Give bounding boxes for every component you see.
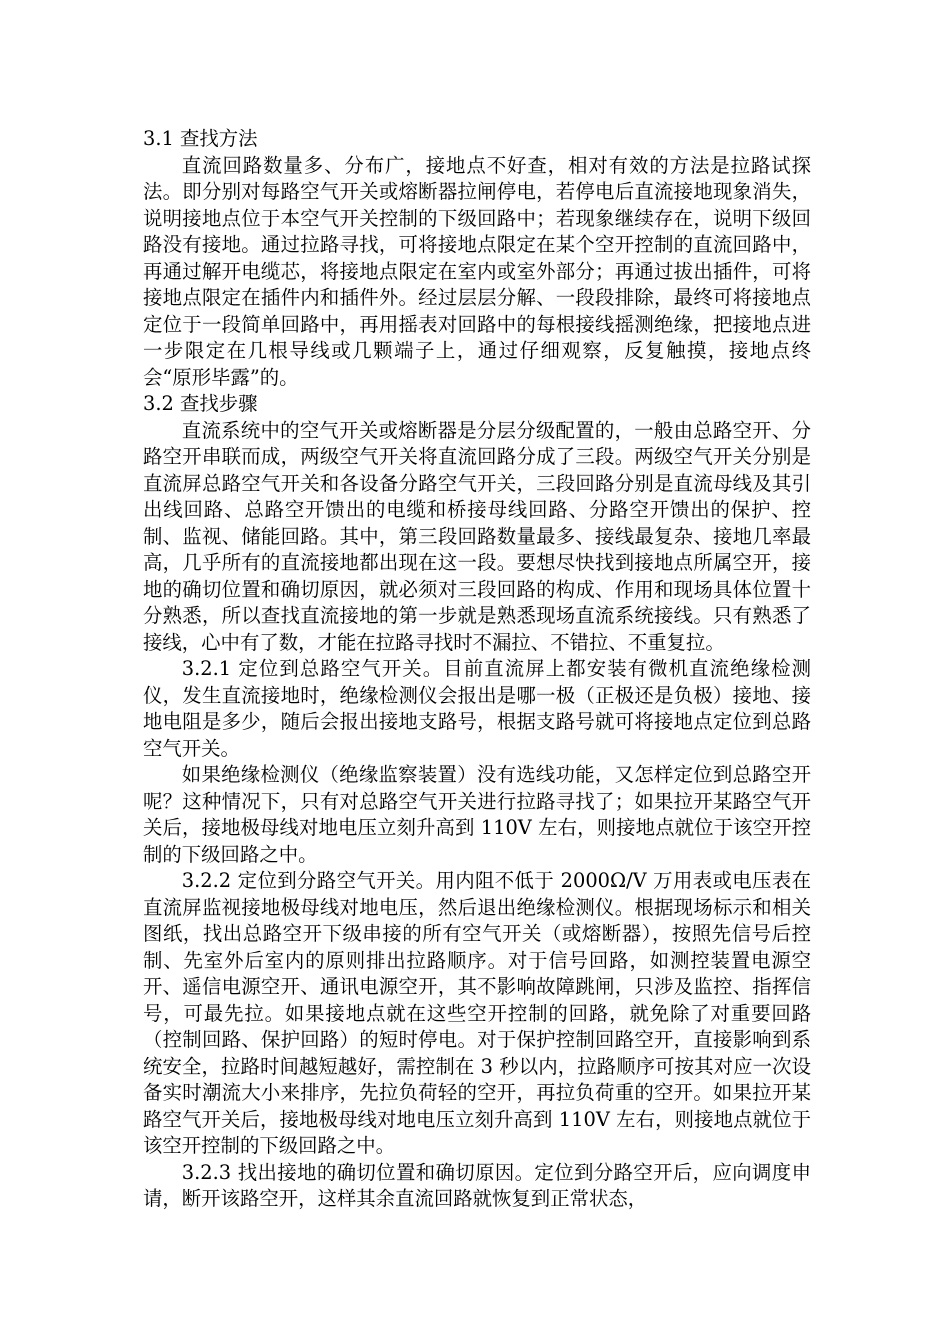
paragraph-3-2-1-no-line-selection: 如果绝缘检测仪（绝缘监察装置）没有选线功能，又怎样定位到总路空开呢？这种情况下，只有对总路空气开关进行拉路寻找了；如果拉开某路空气开关后，接地极母线对地电压立刻升高到 110V 左右，则接地点就位于该空开控制的下级回路之中。 <box>143 763 811 866</box>
section-heading-3-1: 3.1 查找方法 <box>143 127 258 150</box>
paragraph-3-2-1-main-breaker: 3.2.1 定位到总路空气开关。目前直流屏上都安装有微机直流绝缘检测仪，发生直流接地时，绝缘检测仪会报出是哪一极（正极还是负极）接地、接地电阻是多少，随后会报出接地支路号，根据支路号就可将接地点定位到总路空气开关。 <box>143 657 811 760</box>
document-body <box>143 126 811 1213</box>
paragraph-3-1-search-method: 直流回路数量多、分布广，接地点不好查，相对有效的方法是拉路试探法。即分别对每路空气开关或熔断器拉闸停电，若停电后直流接地现象消失，说明接地点位于本空气开关控制的下级回路中；若现象继续存在，说明下级回路没有接地。通过拉路寻找，可将接地点限定在某个空开控制的直流回路中，再通过解开电缆芯，将接地点限定在室内或室外部分；再通过拔出插件，可将接地点限定在插件内和插件外。经过层层分解、一段段排除，最终可将接地点定位于一段简单回路中，再用摇表对回路中的每根接线摇测绝缘，把接地点进一步限定在几根导线或几颗端子上，通过仔细观察，反复触摸，接地点终会“原形毕露”的。 <box>143 153 811 389</box>
paragraph-3-2-2-branch-breaker: 3.2.2 定位到分路空气开关。用内阻不低于 2000Ω/V 万用表或电压表在直流屏监视接地极母线对地电压，然后退出绝缘检测仪。根据现场标示和相关图纸，找出总路空开下级串接的所有空气开关（或熔断器），按照先信号后控制、先室外后室内的原则排出拉路顺序。对于信号回路，如测控装置电源空开、遥信电源空开、通讯电源空开，其不影响故障跳闸，只涉及监控、指挥信号，可最先拉。如果接地点就在这些空开控制的回路，就免除了对重要回路（控制回路、保护回路）的短时停电。对于保护控制回路空开，直接影响到系统安全，拉路时间越短越好，需控制在 3 秒以内，拉路顺序可按其对应一次设备实时潮流大小来排序，先拉负荷轻的空开，再拉负荷重的空开。如果拉开某路空气开关后，接地极母线对地电压立刻升高到 110V 左右，则接地点就位于该空开控制的下级回路之中。 <box>143 869 811 1157</box>
section-heading-3-2: 3.2 查找步骤 <box>143 392 258 415</box>
paragraph-3-2-search-steps: 直流系统中的空气开关或熔断器是分层分级配置的，一般由总路空开、分路空开串联而成，两级空气开关将直流回路分成了三段。两级空气开关分别是直流屏总路空气开关和各设备分路空气开关，三段回路分别是直流母线及其引出线回路、总路空开馈出的电缆和桥接母线回路、分路空开馈出的保护、控制、监视、储能回路。其中，第三段回路数量最多、接线最复杂、接地几率最高，几乎所有的直流接地都出现在这一段。要想尽快找到接地点所属空开，接地的确切位置和确切原因，就必须对三段回路的构成、作用和现场具体位置十分熟悉，所以查找直流接地的第一步就是熟悉现场直流系统接线。只有熟悉了接线，心中有了数，才能在拉路寻找时不漏拉、不错拉、不重复拉。 <box>143 418 811 654</box>
paragraph-3-2-3-exact-location: 3.2.3 找出接地的确切位置和确切原因。定位到分路空开后，应向调度申请，断开该路空开，这样其余直流回路就恢复到正常状态， <box>143 1160 811 1210</box>
